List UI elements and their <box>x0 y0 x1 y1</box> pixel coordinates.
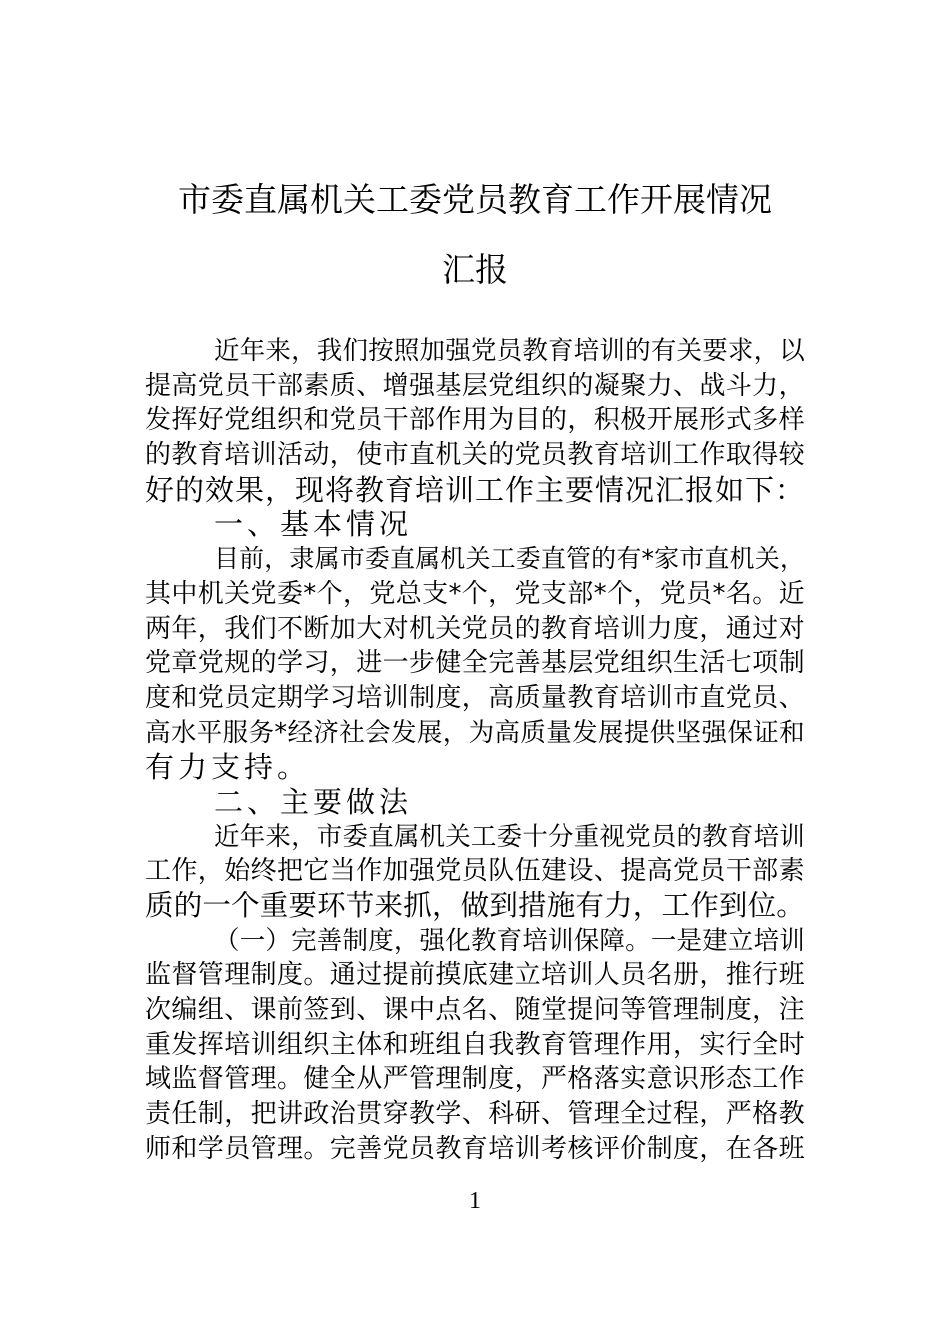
text-line: 的教育培训活动，使市直机关的党员教育培训工作取得较 <box>145 440 805 471</box>
paragraph <box>145 334 807 507</box>
text-line: 监督管理制度。通过提前摸底建立培训人员名册，推行班 <box>145 960 805 991</box>
text-line: 次编组、课前签到、课中点名、随堂提问等管理制度，注 <box>145 995 805 1026</box>
text-line: 二、主要做法 <box>214 784 413 819</box>
text-line: 两年，我们不断加大对机关党员的教育培训力度，通过对 <box>145 613 805 644</box>
text-line: 度和党员定期学习培训制度，高质量教育培训市直党员、 <box>145 682 805 713</box>
text-line: 工作，始终把它当作加强党员队伍建设、提高党员干部素 <box>145 856 805 887</box>
text-line: 目前，隶属市委直属机关工委直管的有*家市直机关， <box>214 544 805 574</box>
text-line: 提高党员干部素质、增强基层党组织的凝聚力、战斗力， <box>145 370 805 401</box>
text-line: 有力支持。 <box>145 750 311 785</box>
paragraph <box>145 820 807 924</box>
paragraph <box>145 507 807 542</box>
document-title-line-1: 市委直属机关工委党员教育工作开展情况 <box>178 180 772 219</box>
document-body <box>145 334 807 1167</box>
document-title-line-2: 汇报 <box>442 250 508 289</box>
text-line: 重发挥培训组织主体和班组自我教育管理作用，实行全时 <box>145 1029 805 1060</box>
text-line: （一）完善制度，强化教育培训保障。一是建立培训 <box>214 925 805 956</box>
text-line: 师和学员管理。完善党员教育培训考核评价制度，在各班 <box>145 1133 805 1164</box>
text-line: 责任制，把讲政治贯穿教学、科研、管理全过程，严格教 <box>145 1099 805 1130</box>
text-line: 一、基本情况 <box>214 507 413 542</box>
text-line: 其中机关党委*个，党总支*个，党支部*个，党员*名。近 <box>145 578 805 609</box>
text-line: 党章党规的学习，进一步健全完善基层党组织生活七项制 <box>145 648 805 679</box>
text-line: 近年来，我们按照加强党员教育培训的有关要求，以 <box>214 336 805 366</box>
paragraph <box>145 924 807 1167</box>
paragraph <box>145 542 807 785</box>
text-line: 高水平服务*经济社会发展，为高质量发展提供坚强保证和 <box>145 717 805 748</box>
paragraph <box>145 785 807 820</box>
text-line: 质的一个重要环节来抓，做到措施有力，工作到位。 <box>145 889 805 922</box>
page-number: 1 <box>469 1188 481 1214</box>
text-line: 发挥好党组织和党员干部作用为目的，积极开展形式多样 <box>145 405 805 436</box>
text-line: 域监督管理。健全从严管理制度，严格落实意识形态工作 <box>145 1064 805 1095</box>
text-line: 近年来，市委直属机关工委十分重视党员的教育培训 <box>214 821 805 852</box>
text-line: 好的效果，现将教育培训工作主要情况汇报如下： <box>145 472 805 507</box>
